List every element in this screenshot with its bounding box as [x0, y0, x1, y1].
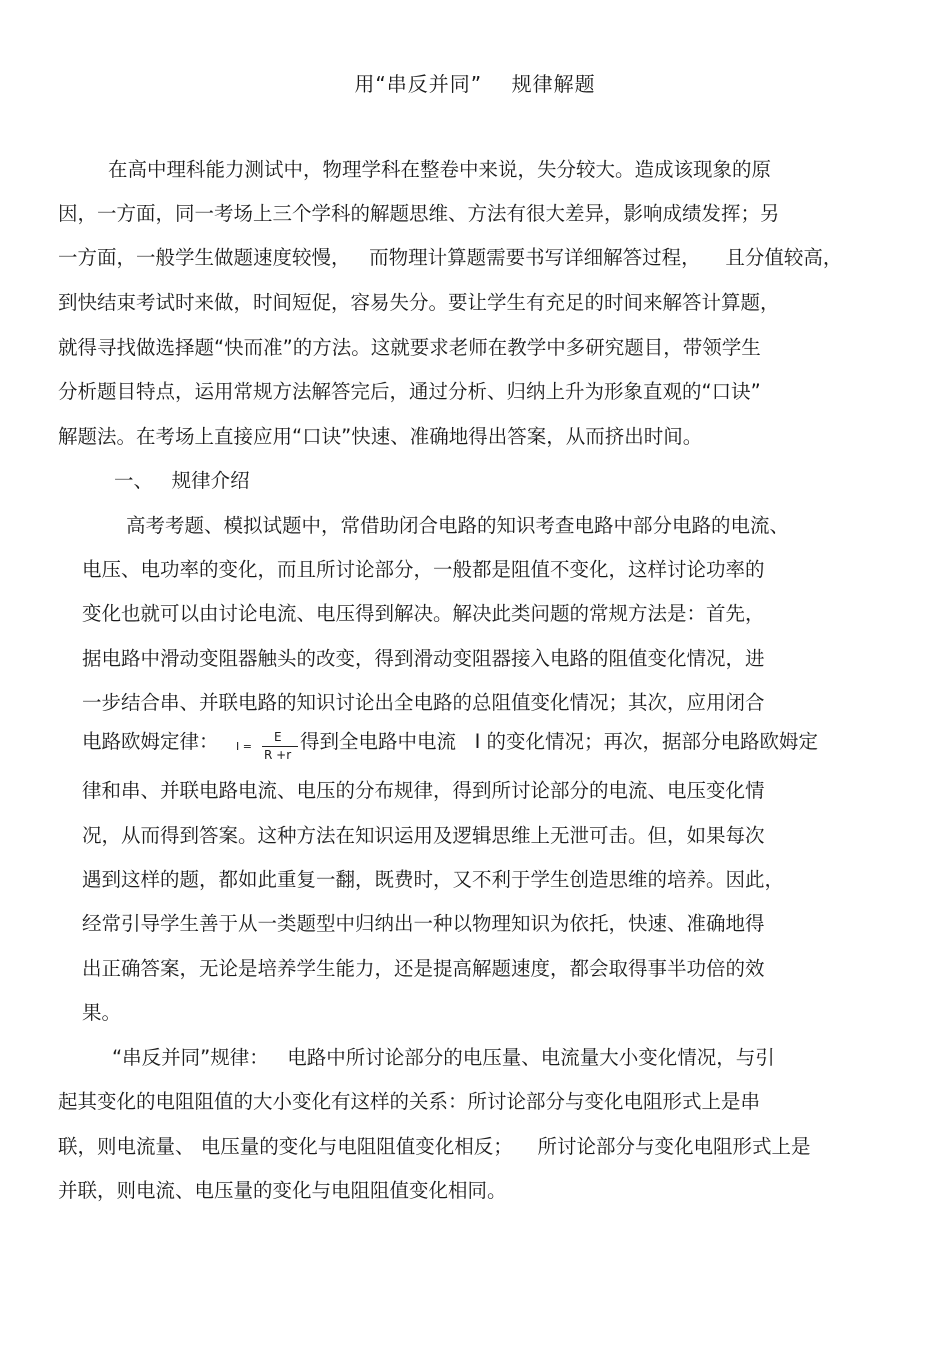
- paragraph-2-line: 变化也就可以由讨论电流、电压得到解决。解决此类问题的常规方法是：首先，: [82, 602, 765, 625]
- paragraph-2-line: 一步结合串、并联电路的知识讨论出全电路的总阻值变化情况；其次，应用闭合: [82, 691, 765, 714]
- paragraph-3-line: 起其变化的电阻阻值的大小变化有这样的关系：所讨论部分与变化电阻形式上是串: [58, 1090, 761, 1113]
- paragraph-1-line: 解题法。在考场上直接应用“口诀”快速、准确地得出答案，从而挤出时间。: [58, 425, 703, 448]
- formula-numerator: E: [274, 730, 282, 744]
- formula-denominator: R +r: [264, 748, 292, 762]
- paragraph-3-line: 联，则电流量、 电压量的变化与电阻阻值变化相反； 所讨论部分与变化电阻形式上是: [58, 1135, 811, 1158]
- paragraph-2-line: 遇到这样的题，都如此重复一翻，既费时，又不利于学生创造思维的培养。因此，: [82, 868, 785, 891]
- section-heading: 一、 规律介绍: [114, 469, 250, 492]
- paragraph-3-line: 并联，则电流、电压量的变化与电阻阻值变化相同。: [58, 1179, 507, 1202]
- formula-line-suffix: 得到全电路中电流 I 的变化情况；再次，据部分电路欧姆定: [300, 730, 819, 753]
- document-title: 用“串反并同” 规律解题: [354, 72, 596, 96]
- paragraph-1-line: 在高中理科能力测试中，物理学科在整卷中来说，失分较大。造成该现象的原: [108, 158, 772, 181]
- paragraph-3-line: “串反并同”规律： 电路中所讨论部分的电压量、电流量大小变化情况，与引: [112, 1046, 775, 1069]
- paragraph-1-line: 一方面，一般学生做题速度较慢， 而物理计算题需要书写详细解答过程， 且分值较高，: [58, 246, 843, 269]
- formula-fraction-bar: [262, 746, 298, 747]
- paragraph-1-line: 因，一方面，同一考场上三个学科的解题思维、方法有很大差异，影响成绩发挥；另: [58, 202, 780, 225]
- paragraph-2-line: 高考考题、模拟试题中，常借助闭合电路的知识考查电路中部分电路的电流、: [126, 514, 790, 537]
- paragraph-2-line: 出正确答案，无论是培养学生能力，还是提高解题速度，都会取得事半功倍的效: [82, 957, 765, 980]
- paragraph-2-line: 据电路中滑动变阻器触头的改变，得到滑动变阻器接入电路的阻值变化情况，进: [82, 647, 765, 670]
- paragraph-1-line: 分析题目特点，运用常规方法解答完后，通过分析、归纳上升为形象直观的“口诀”: [58, 380, 761, 403]
- paragraph-2-line: 电压、电功率的变化，而且所讨论部分，一般都是阻值不变化，这样讨论功率的: [82, 558, 765, 581]
- paragraph-2-line: 果。: [82, 1001, 122, 1024]
- paragraph-2-line: 况，从而得到答案。这种方法在知识运用及逻辑思维上无泄可击。但，如果每次: [82, 824, 765, 847]
- paragraph-1-line: 就得寻找做选择题“快而准”的方法。这就要求老师在教学中多研究题目，带领学生: [58, 336, 761, 359]
- ohms-law-formula: [236, 728, 300, 768]
- paragraph-1-line: 到快结束考试时来做，时间短促，容易失分。要让学生有充足的时间来解答计算题，: [58, 291, 780, 314]
- paragraph-2-line: 律和串、并联电路电流、电压的分布规律，得到所讨论部分的电流、电压变化情: [82, 779, 765, 802]
- formula-lhs: I =: [236, 740, 252, 753]
- formula-line-prefix: 电路欧姆定律：: [82, 730, 219, 753]
- paragraph-2-line: 经常引导学生善于从一类题型中归纳出一种以物理知识为依托，快速、准确地得: [82, 912, 765, 935]
